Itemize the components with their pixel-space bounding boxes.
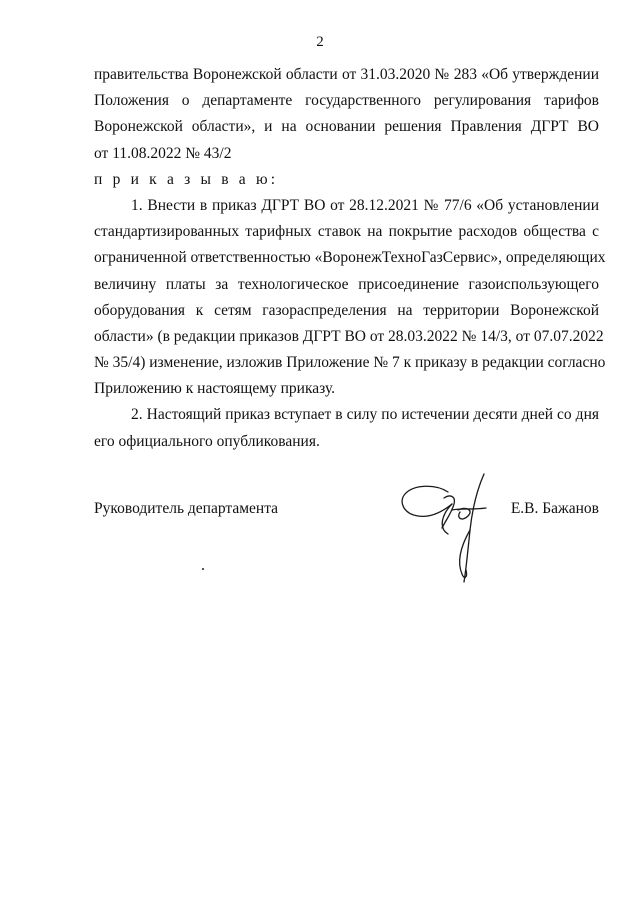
text-line: величину платы за технологическое присоединение газоиспользующего — [94, 275, 599, 293]
text-line: оборудования к сетям газораспределения на территории Воронежской — [94, 301, 599, 319]
document-body — [94, 62, 606, 455]
page-number: 2 — [316, 34, 324, 50]
text-line: стандартизированных тарифных ставок на покрытие расходов общества с — [94, 223, 599, 241]
text-line: его официального опубликования. — [94, 432, 320, 450]
order-keyword: п р и к а з ы в а ю: — [94, 170, 279, 188]
signature-block — [94, 496, 599, 522]
signer-name: Е.В. Бажанов — [510, 500, 599, 517]
paragraph-1-start: 1. Внести в приказ ДГРТ ВО от 28.12.2021 № 77/6 «Об установлении — [131, 196, 599, 214]
text-line: правительства Воронежской области от 31.03.2020 № 283 «Об утверждении — [94, 66, 599, 83]
text-line: области» (в редакции приказов ДГРТ ВО от 28.03.2022 № 14/3, от 07.07.2022 — [94, 327, 604, 345]
text-line: ограниченной ответственностью «ВоронежТехноГазСервис», определяющих — [94, 249, 606, 267]
scan-speck — [202, 568, 204, 570]
text-line: Приложению к настоящему приказу. — [94, 380, 336, 398]
handwritten-signature — [396, 470, 506, 588]
text-line: Воронежской области», и на основании решения Правления ДГРТ ВО — [94, 118, 599, 136]
text-line: Положения о департаменте государственного регулирования тарифов — [94, 92, 599, 110]
signer-position: Руководитель департамента — [94, 500, 279, 517]
text-line: от 11.08.2022 № 43/2 — [94, 144, 232, 162]
paragraph-2-start: 2. Настоящий приказ вступает в силу по истечении десяти дней со дня — [131, 406, 599, 424]
text-line: № 35/4) изменение, изложив Приложение № 7 к приказу в редакции согласно — [94, 354, 606, 372]
